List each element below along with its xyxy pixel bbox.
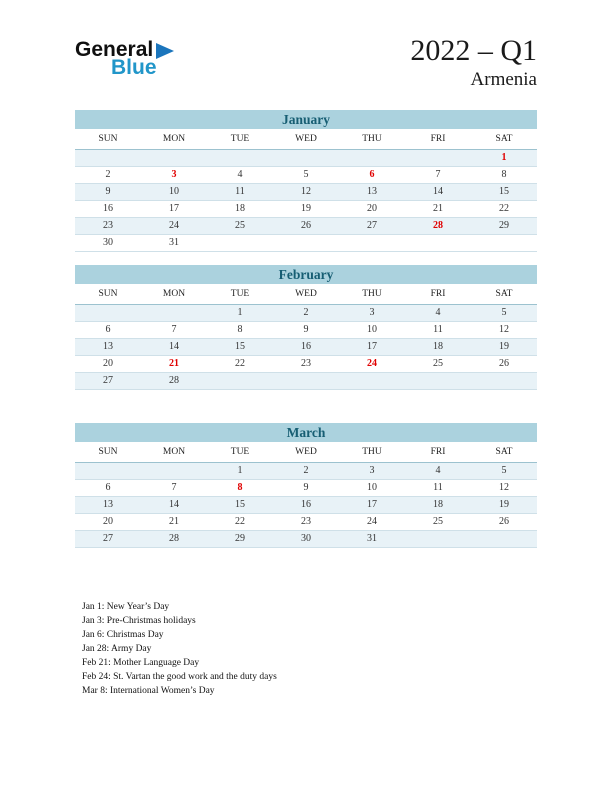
weekday-header: SAT (471, 129, 537, 149)
weekday-header: TUE (207, 442, 273, 462)
day-cell: 23 (75, 217, 141, 234)
day-cell: 5 (471, 462, 537, 479)
title-block (410, 34, 537, 91)
day-cell: 22 (471, 200, 537, 217)
day-cell: 8 (471, 166, 537, 183)
day-cell: 17 (339, 496, 405, 513)
day-cell: 27 (75, 372, 141, 389)
day-cell: 11 (405, 321, 471, 338)
weekday-header: FRI (405, 442, 471, 462)
day-cell: 31 (339, 530, 405, 547)
empty-cell (273, 372, 339, 389)
day-cell: 13 (75, 496, 141, 513)
day-cell: 14 (141, 496, 207, 513)
day-cell: 20 (339, 200, 405, 217)
month-title-january: January (75, 110, 537, 129)
holiday-line: Feb 24: St. Vartan the good work and the duty days (82, 672, 277, 682)
week-row (75, 355, 537, 372)
weekday-header: WED (273, 442, 339, 462)
weekday-header: SAT (471, 284, 537, 304)
empty-cell (405, 372, 471, 389)
day-cell: 19 (471, 496, 537, 513)
weekday-header-row (75, 129, 537, 149)
weekday-header: MON (141, 442, 207, 462)
day-cell: 3 (141, 166, 207, 183)
week-row (75, 372, 537, 389)
day-cell: 16 (75, 200, 141, 217)
weekday-header: SAT (471, 442, 537, 462)
empty-cell (339, 149, 405, 166)
day-cell: 22 (207, 513, 273, 530)
empty-cell (405, 234, 471, 251)
day-cell: 27 (339, 217, 405, 234)
empty-cell (273, 149, 339, 166)
weekday-header: MON (141, 284, 207, 304)
day-cell: 11 (405, 479, 471, 496)
weekday-header: SUN (75, 129, 141, 149)
day-cell: 18 (405, 496, 471, 513)
day-cell: 28 (405, 217, 471, 234)
weekday-header: FRI (405, 129, 471, 149)
week-row (75, 496, 537, 513)
empty-cell (141, 462, 207, 479)
day-cell: 7 (141, 479, 207, 496)
week-row (75, 321, 537, 338)
empty-cell (405, 530, 471, 547)
empty-cell (75, 149, 141, 166)
day-cell: 2 (273, 304, 339, 321)
day-cell: 29 (471, 217, 537, 234)
page-subtitle: Armenia (470, 69, 537, 90)
day-cell: 24 (339, 355, 405, 372)
weekday-header: FRI (405, 284, 471, 304)
day-cell: 21 (141, 513, 207, 530)
day-cell: 9 (273, 479, 339, 496)
month-january (75, 110, 537, 252)
day-cell: 3 (339, 462, 405, 479)
weekday-header-row (75, 284, 537, 304)
day-cell: 5 (471, 304, 537, 321)
page-title: 2022 – Q1 (410, 34, 537, 67)
month-february (75, 265, 537, 390)
week-row (75, 183, 537, 200)
day-cell: 24 (141, 217, 207, 234)
weekday-header: THU (339, 442, 405, 462)
week-row (75, 166, 537, 183)
day-cell: 17 (339, 338, 405, 355)
weekday-header: TUE (207, 129, 273, 149)
week-row (75, 200, 537, 217)
day-cell: 25 (405, 355, 471, 372)
calendar-table-january (75, 129, 537, 252)
day-cell: 17 (141, 200, 207, 217)
empty-cell (339, 372, 405, 389)
day-cell: 23 (273, 513, 339, 530)
holiday-line: Jan 6: Christmas Day (82, 630, 164, 640)
week-row (75, 304, 537, 321)
day-cell: 23 (273, 355, 339, 372)
day-cell: 6 (75, 479, 141, 496)
day-cell: 1 (207, 462, 273, 479)
day-cell: 12 (471, 321, 537, 338)
day-cell: 11 (207, 183, 273, 200)
logo-text-general: General (75, 38, 154, 61)
holiday-line: Jan 3: Pre-Christmas holidays (82, 616, 196, 626)
month-march (75, 423, 537, 548)
day-cell: 12 (471, 479, 537, 496)
day-cell: 15 (207, 496, 273, 513)
week-row (75, 234, 537, 251)
general-blue-logo (75, 38, 174, 80)
empty-cell (405, 149, 471, 166)
day-cell: 14 (141, 338, 207, 355)
day-cell: 13 (75, 338, 141, 355)
weekday-header: SUN (75, 284, 141, 304)
day-cell: 16 (273, 338, 339, 355)
week-row (75, 149, 537, 166)
day-cell: 22 (207, 355, 273, 372)
week-row (75, 338, 537, 355)
day-cell: 10 (141, 183, 207, 200)
empty-cell (471, 372, 537, 389)
empty-cell (207, 234, 273, 251)
month-title-march: March (75, 423, 537, 442)
week-row (75, 513, 537, 530)
month-title-february: February (75, 265, 537, 284)
day-cell: 12 (273, 183, 339, 200)
weekday-header: WED (273, 129, 339, 149)
day-cell: 21 (141, 355, 207, 372)
day-cell: 30 (75, 234, 141, 251)
calendar-table-february (75, 284, 537, 390)
week-row (75, 530, 537, 547)
day-cell: 5 (273, 166, 339, 183)
day-cell: 19 (273, 200, 339, 217)
day-cell: 3 (339, 304, 405, 321)
day-cell: 14 (405, 183, 471, 200)
day-cell: 21 (405, 200, 471, 217)
empty-cell (207, 372, 273, 389)
logo-text-blue: Blue (111, 56, 157, 79)
day-cell: 24 (339, 513, 405, 530)
day-cell: 9 (75, 183, 141, 200)
day-cell: 6 (339, 166, 405, 183)
day-cell: 18 (207, 200, 273, 217)
day-cell: 13 (339, 183, 405, 200)
day-cell: 4 (405, 462, 471, 479)
weekday-header: SUN (75, 442, 141, 462)
weekday-header: MON (141, 129, 207, 149)
day-cell: 31 (141, 234, 207, 251)
day-cell: 25 (207, 217, 273, 234)
day-cell: 1 (471, 149, 537, 166)
day-cell: 8 (207, 321, 273, 338)
weekday-header: WED (273, 284, 339, 304)
day-cell: 26 (273, 217, 339, 234)
empty-cell (141, 304, 207, 321)
day-cell: 26 (471, 513, 537, 530)
empty-cell (75, 462, 141, 479)
day-cell: 10 (339, 479, 405, 496)
weekday-header: THU (339, 284, 405, 304)
day-cell: 1 (207, 304, 273, 321)
holiday-line: Feb 21: Mother Language Day (82, 658, 200, 668)
day-cell: 26 (471, 355, 537, 372)
day-cell: 19 (471, 338, 537, 355)
holiday-line: Jan 1: New Year’s Day (82, 602, 170, 612)
day-cell: 2 (75, 166, 141, 183)
week-row (75, 462, 537, 479)
holiday-list (82, 600, 277, 698)
week-row (75, 479, 537, 496)
day-cell: 7 (141, 321, 207, 338)
day-cell: 7 (405, 166, 471, 183)
day-cell: 15 (207, 338, 273, 355)
day-cell: 30 (273, 530, 339, 547)
day-cell: 10 (339, 321, 405, 338)
empty-cell (471, 530, 537, 547)
holiday-line: Mar 8: International Women’s Day (82, 686, 215, 696)
day-cell: 6 (75, 321, 141, 338)
day-cell: 18 (405, 338, 471, 355)
calendar-table-march (75, 442, 537, 548)
empty-cell (75, 304, 141, 321)
empty-cell (141, 149, 207, 166)
empty-cell (207, 149, 273, 166)
logo-triangle-icon (156, 43, 174, 59)
day-cell: 9 (273, 321, 339, 338)
empty-cell (273, 234, 339, 251)
day-cell: 15 (471, 183, 537, 200)
day-cell: 4 (207, 166, 273, 183)
day-cell: 4 (405, 304, 471, 321)
day-cell: 28 (141, 530, 207, 547)
day-cell: 20 (75, 513, 141, 530)
week-row (75, 217, 537, 234)
weekday-header: THU (339, 129, 405, 149)
day-cell: 8 (207, 479, 273, 496)
day-cell: 16 (273, 496, 339, 513)
weekday-header-row (75, 442, 537, 462)
day-cell: 28 (141, 372, 207, 389)
empty-cell (339, 234, 405, 251)
empty-cell (471, 234, 537, 251)
weekday-header: TUE (207, 284, 273, 304)
day-cell: 27 (75, 530, 141, 547)
day-cell: 2 (273, 462, 339, 479)
day-cell: 25 (405, 513, 471, 530)
day-cell: 29 (207, 530, 273, 547)
day-cell: 20 (75, 355, 141, 372)
holiday-line: Jan 28: Army Day (82, 644, 152, 654)
